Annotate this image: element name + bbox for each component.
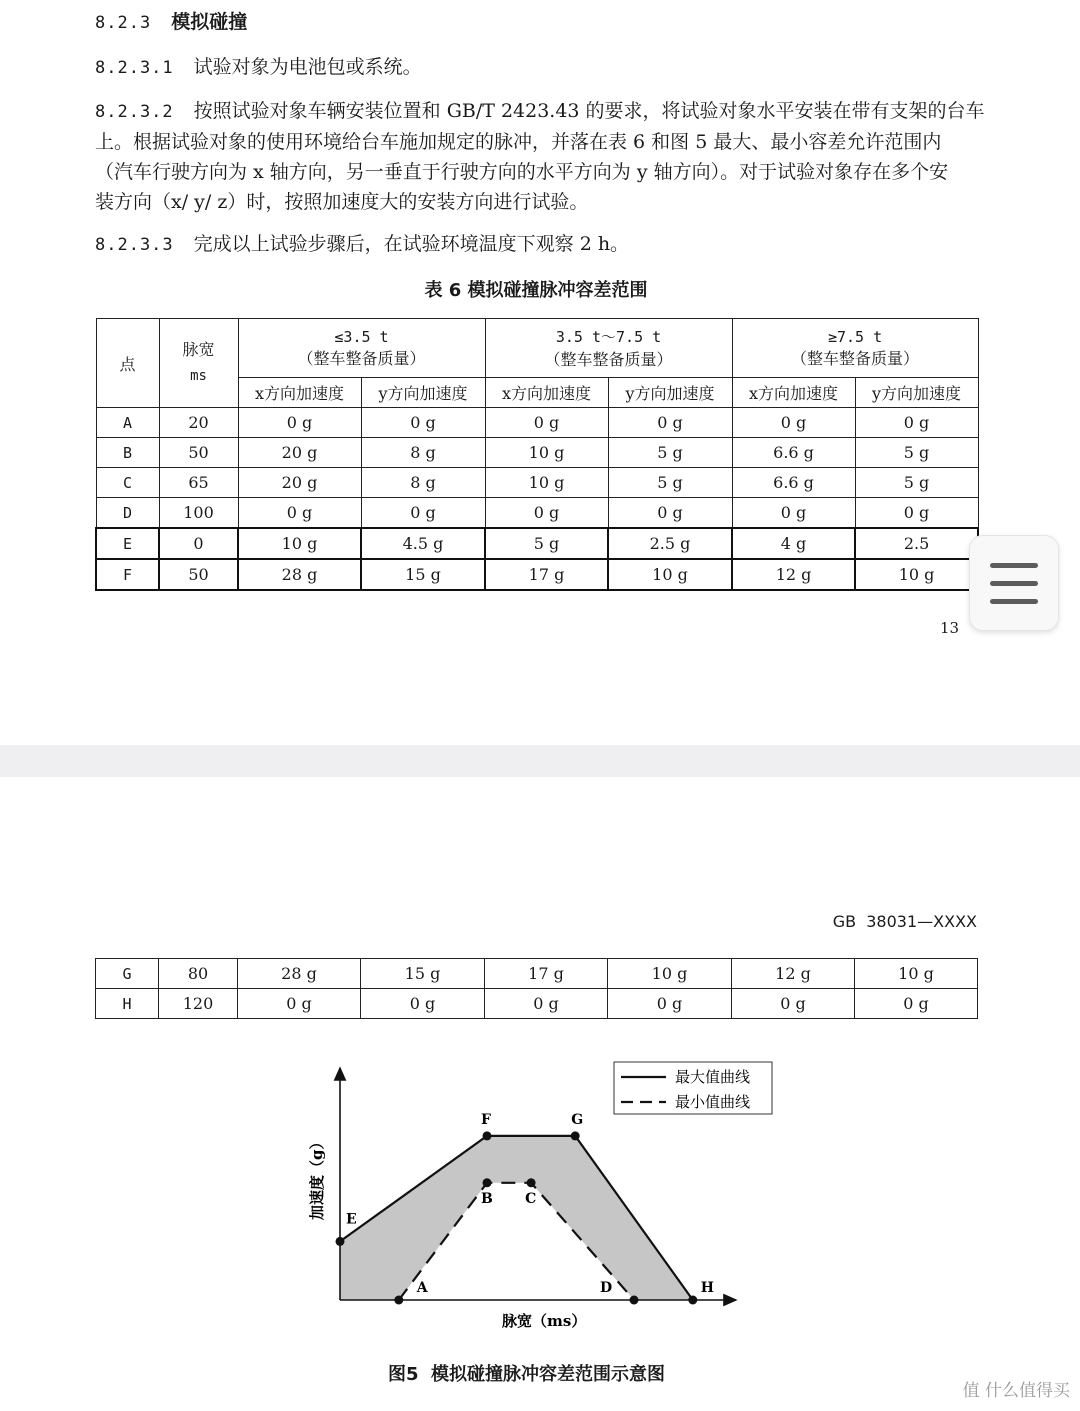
paragraph-text: 试验对象为电池包或系统。 <box>193 56 422 78</box>
subheader-x: x方向加速度 <box>238 378 361 408</box>
cell-acceleration: 10 g <box>485 438 608 468</box>
legend-max-label: 最大值曲线 <box>675 1068 751 1086</box>
subheader-x: x方向加速度 <box>485 378 608 408</box>
cell-acceleration: 28 g <box>238 559 361 590</box>
legend-min-label: 最小值曲线 <box>675 1093 751 1111</box>
cell-point: C <box>96 468 159 498</box>
cell-acceleration: 0 g <box>608 498 732 529</box>
cell-acceleration: 0 g <box>732 989 855 1019</box>
cell-acceleration: 0 g <box>608 989 732 1019</box>
point-marker-d <box>630 1296 639 1305</box>
point-label-g: G <box>571 1111 584 1128</box>
cell-acceleration: 28 g <box>238 959 361 989</box>
cell-acceleration: 8 g <box>361 468 485 498</box>
page-header-code: GB 38031—XXXX <box>832 912 977 931</box>
cell-pulse-width: 100 <box>159 498 238 529</box>
subheader-y: y方向加速度 <box>361 378 485 408</box>
cell-acceleration: 0 g <box>855 408 978 438</box>
group-label: （整车整备质量） <box>791 348 920 368</box>
cell-acceleration: 5 g <box>855 438 978 468</box>
cell-point: G <box>96 959 159 989</box>
cell-acceleration: 17 g <box>485 559 608 590</box>
cell-acceleration: 20 g <box>238 438 361 468</box>
cell-acceleration: 0 g <box>238 408 361 438</box>
cell-acceleration: 0 g <box>361 989 485 1019</box>
point-label-h: H <box>700 1280 715 1296</box>
cell-acceleration: 0 g <box>855 989 978 1019</box>
cell-acceleration: 4.5 g <box>361 528 485 559</box>
section-number: 8.2.3 <box>95 13 152 33</box>
paragraph-line: 上。根据试验对象的使用环境给台车施加规定的脉冲，并落在表 6 和图 5 最大、最小容差允许范围内 <box>95 131 942 153</box>
group-label: （整车整备质量） <box>297 348 426 368</box>
table-caption: 表 6 模拟碰撞脉冲容差范围 <box>424 280 648 301</box>
paragraph-number: 8.2.3.1 <box>95 58 174 78</box>
cell-point: F <box>96 559 159 590</box>
group-label: （整车整备质量） <box>544 350 673 369</box>
cell-acceleration: 6.6 g <box>732 468 855 498</box>
cell-acceleration: 10 g <box>855 959 978 989</box>
cell-acceleration: 12 g <box>732 959 855 989</box>
point-label-e: E <box>346 1211 357 1228</box>
paragraph-number: 8.2.3.2 <box>95 102 174 122</box>
cell-acceleration: 0 g <box>238 989 361 1019</box>
point-marker-h <box>688 1296 697 1305</box>
cell-acceleration: 2.5 <box>855 528 978 559</box>
cell-pulse-width: 50 <box>159 559 238 590</box>
cell-acceleration: 6.6 g <box>732 438 855 468</box>
paragraph-number: 8.2.3.3 <box>95 235 174 255</box>
cell-acceleration: 0 g <box>361 408 485 438</box>
section-title: 模拟碰撞 <box>171 11 248 33</box>
cell-acceleration: 12 g <box>732 559 855 590</box>
point-marker-a <box>394 1296 403 1305</box>
paragraph-line: 装方向（x/ y/ z）时，按照加速度大的安装方向进行试验。 <box>95 191 589 213</box>
cell-point: D <box>96 498 159 529</box>
cell-pulse-width: 80 <box>159 959 238 989</box>
cell-acceleration: 10 g <box>608 959 732 989</box>
point-marker-f <box>483 1131 492 1140</box>
subheader-x: x方向加速度 <box>732 378 855 408</box>
cell-acceleration: 5 g <box>855 468 978 498</box>
y-axis-label: 加速度（g） <box>308 1134 326 1220</box>
cell-pulse-width: 65 <box>159 468 238 498</box>
cell-acceleration: 15 g <box>361 959 485 989</box>
cell-pulse-width: 50 <box>159 438 238 468</box>
cell-acceleration: 0 g <box>485 408 608 438</box>
cell-acceleration: 10 g <box>238 528 361 559</box>
cell-acceleration: 0 g <box>855 498 978 529</box>
cell-point: E <box>96 528 159 559</box>
cell-acceleration: 0 g <box>485 498 608 529</box>
header-point: 点 <box>96 319 159 408</box>
cell-acceleration: 8 g <box>361 438 485 468</box>
cell-acceleration: 10 g <box>855 559 978 590</box>
cell-acceleration: 0 g <box>732 408 855 438</box>
cell-acceleration: 0 g <box>608 408 732 438</box>
subheader-y: y方向加速度 <box>855 378 978 408</box>
paragraph-line: （汽车行驶方向为 x 轴方向，另一垂直于行驶方向的水平方向为 y 轴方向）。对于试验对象存在多个安 <box>95 161 949 183</box>
cell-acceleration: 5 g <box>608 468 732 498</box>
header-pulse-width-label: 脉宽 <box>182 340 215 359</box>
cell-acceleration: 2.5 g <box>608 528 732 559</box>
group-range: 3.5 t～7.5 t <box>555 328 662 346</box>
cell-acceleration: 15 g <box>361 559 485 590</box>
watermark <box>963 1376 1070 1401</box>
cell-acceleration: 0 g <box>732 498 855 529</box>
figure-caption: 图5 模拟碰撞脉冲容差范围示意图 <box>388 1364 666 1385</box>
point-label-b: B <box>481 1190 493 1207</box>
point-label-f: F <box>481 1111 491 1128</box>
cell-point: A <box>96 408 159 438</box>
cell-point: B <box>96 438 159 468</box>
point-label-a: A <box>416 1280 428 1296</box>
cell-point: H <box>96 989 159 1019</box>
page-number: 13 <box>940 619 960 637</box>
cell-pulse-width: 20 <box>159 408 238 438</box>
cell-acceleration: 10 g <box>485 468 608 498</box>
watermark-text: 值 什么值得买 <box>962 1381 1070 1401</box>
x-axis-label: 脉宽（ms） <box>502 1312 587 1330</box>
cell-acceleration: 0 g <box>485 989 608 1019</box>
cell-acceleration: 5 g <box>485 528 608 559</box>
cell-acceleration: 10 g <box>608 559 732 590</box>
group-range: ≥7.5 t <box>827 327 883 346</box>
cell-acceleration: 20 g <box>238 468 361 498</box>
cell-acceleration: 17 g <box>485 959 608 989</box>
subheader-y: y方向加速度 <box>608 378 732 408</box>
group-range: ≤3.5 t <box>334 327 389 346</box>
point-label-d: D <box>600 1280 613 1296</box>
paragraph-text: 完成以上试验步骤后，在试验环境温度下观察 2 h。 <box>193 233 630 255</box>
cell-acceleration: 0 g <box>238 498 361 529</box>
point-marker-b <box>483 1178 492 1187</box>
cell-pulse-width: 120 <box>159 989 238 1019</box>
cell-acceleration: 5 g <box>608 438 732 468</box>
point-marker-e <box>336 1237 345 1246</box>
point-marker-c <box>527 1178 536 1187</box>
paragraph-text: 按照试验对象车辆安装位置和 GB/T 2423.43 的要求，将试验对象水平安装在带有支架的台车 <box>193 100 985 122</box>
cell-acceleration: 0 g <box>361 498 485 529</box>
tolerance-band <box>340 1136 693 1300</box>
point-label-c: C <box>525 1190 537 1207</box>
header-pulse-width-unit: ms <box>190 368 207 384</box>
cell-acceleration: 4 g <box>732 528 855 559</box>
point-marker-g <box>571 1131 580 1140</box>
cell-pulse-width: 0 <box>159 528 238 559</box>
